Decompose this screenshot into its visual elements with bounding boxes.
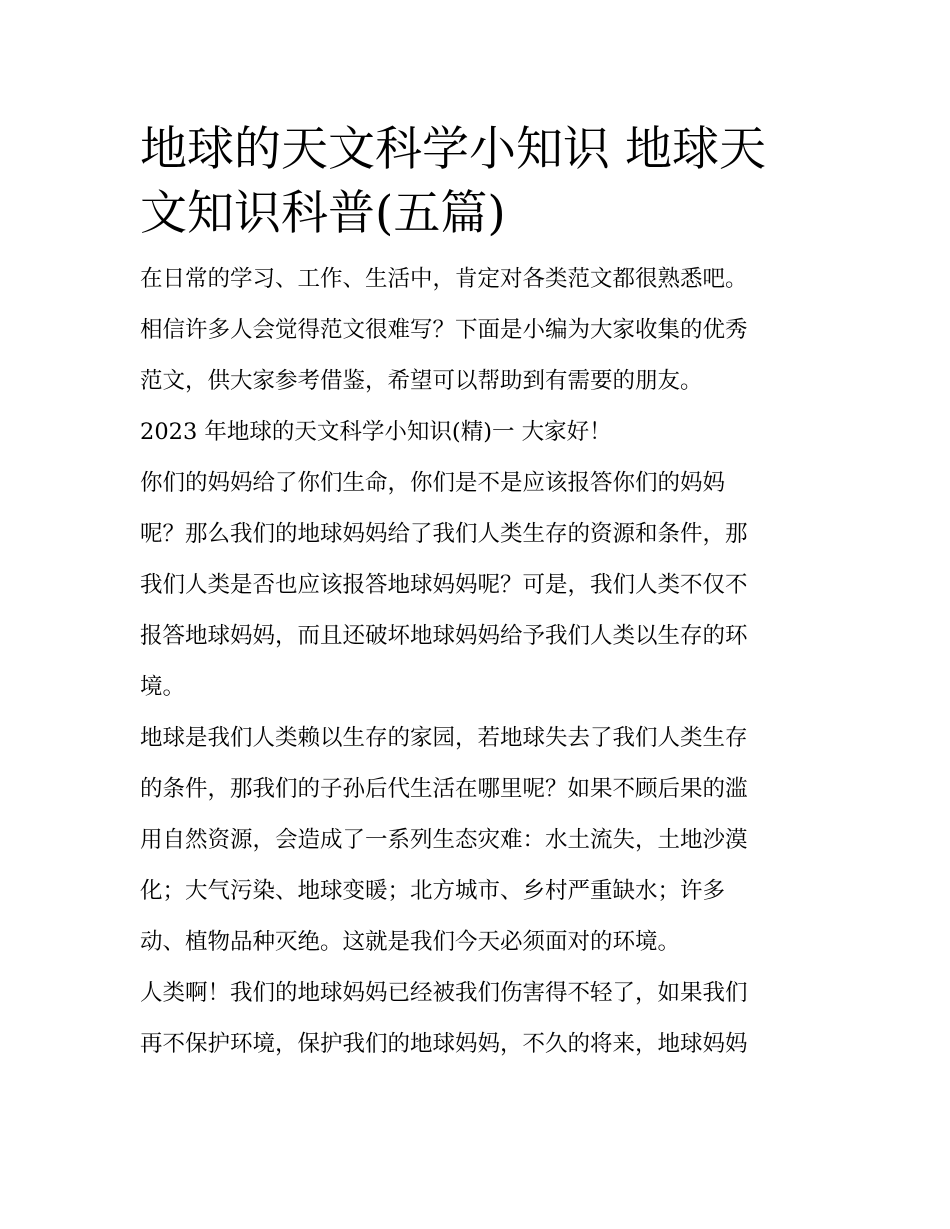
body-line: 报答地球妈妈，而且还破坏地球妈妈给予我们人类以生存的环 — [140, 623, 748, 649]
document-content — [140, 118, 815, 1070]
body-line: 的条件，那我们的子孙后代生活在哪里呢？如果不顾后果的滥 — [140, 776, 748, 802]
body-line: 2023 年地球的天文科学小知识(精)一 大家好！ — [140, 419, 612, 445]
body-line: 在日常的学习、工作、生活中，肯定对各类范文都很熟悉吧。 — [140, 266, 748, 292]
body-line: 范文，供大家参考借鉴，希望可以帮助到有需要的朋友。 — [140, 368, 703, 394]
body-line: 境。 — [140, 674, 186, 700]
body-line: 你们的妈妈给了你们生命，你们是不是应该报答你们的妈妈 — [140, 470, 726, 496]
body-line: 化；大气污染、地球变暖；北方城市、乡村严重缺水；许多 — [140, 878, 726, 904]
title-line: 文知识科普(五篇) — [140, 186, 506, 241]
body-line: 动、植物品种灭绝。这就是我们今天必须面对的环境。 — [140, 929, 681, 955]
title-line: 地球的天文科学小知识 地球天 — [140, 122, 766, 177]
body-line: 呢？那么我们的地球妈妈给了我们人类生存的资源和条件，那 — [140, 521, 748, 547]
body-line: 相信许多人会觉得范文很难写？下面是小编为大家收集的优秀 — [140, 317, 748, 343]
body-line: 人类啊！我们的地球妈妈已经被我们伤害得不轻了，如果我们 — [140, 980, 748, 1006]
document-body — [140, 254, 815, 1070]
body-line: 再不保护环境，保护我们的地球妈妈，不久的将来，地球妈妈 — [140, 1031, 748, 1057]
body-line: 我们人类是否也应该报答地球妈妈呢？可是，我们人类不仅不 — [140, 572, 748, 598]
document-title — [140, 118, 815, 246]
body-line: 地球是我们人类赖以生存的家园，若地球失去了我们人类生存 — [140, 725, 748, 751]
body-line: 用自然资源，会造成了一系列生态灾难：水土流失，土地沙漠 — [140, 827, 748, 853]
